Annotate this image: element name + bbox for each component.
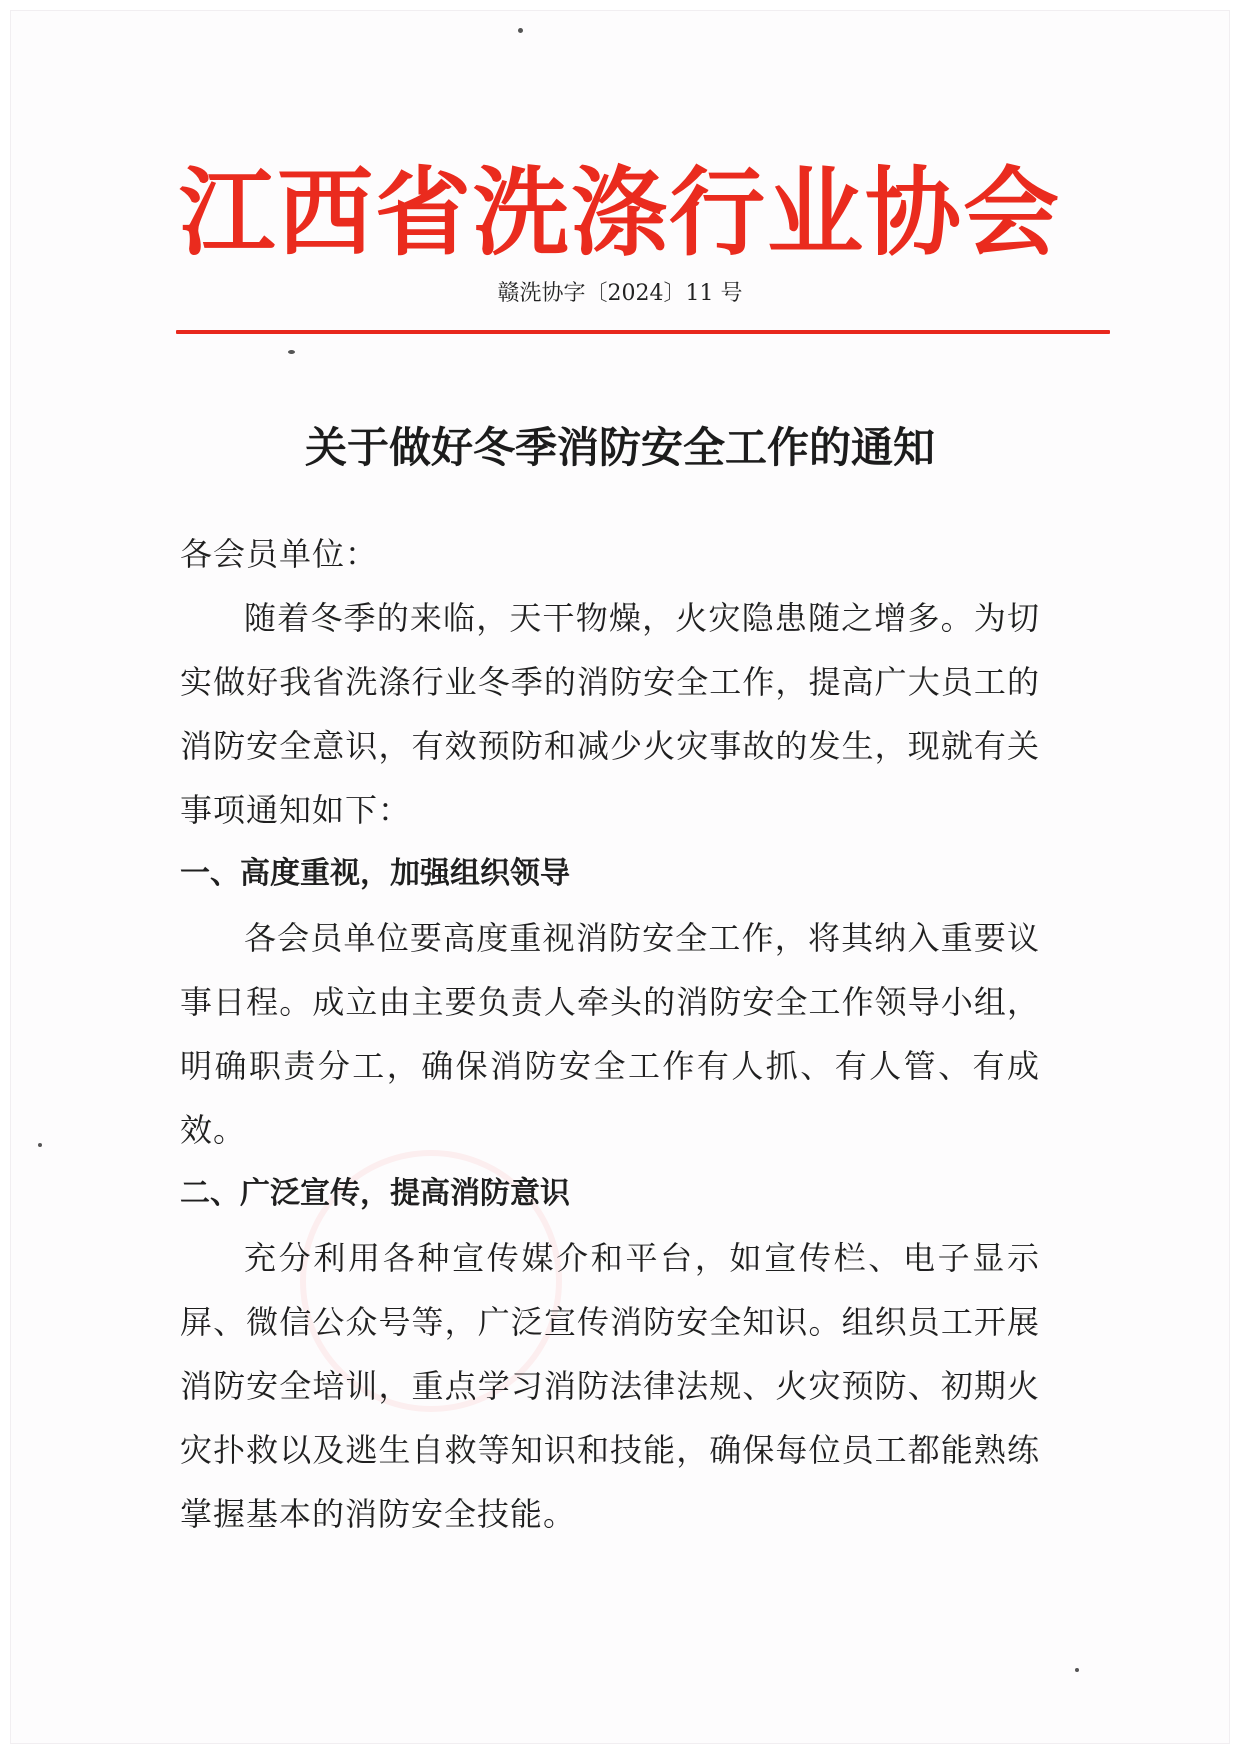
salutation: 各会员单位： — [180, 535, 379, 573]
notice-title: 关于做好冬季消防安全工作的通知 — [304, 423, 935, 472]
section-heading-2: 二、广泛宣传，提高消防意识 — [180, 1176, 570, 1211]
section-heading-1: 一、高度重视，加强组织领导 — [180, 856, 570, 891]
intro-paragraph: 随着冬季的来临，天干物燥，火灾隐患随之增多。为切实做好我省洗涤行业冬季的消防安全工作，提高广大员工的消防安全意识，有效预防和减少火灾事故的发生，现就有关事项通知如下： — [180, 599, 1040, 829]
scan-speck — [38, 1143, 42, 1147]
document-number: 赣洗协字〔2024〕11 号 — [497, 281, 743, 306]
scan-speck — [1075, 1668, 1079, 1672]
section-paragraph-1: 各会员单位要高度重视消防安全工作，将其纳入重要议事日程。成立由主要负责人牵头的消防安全工作领导小组，明确职责分工，确保消防安全工作有人抓、有人管、有成效。 — [180, 919, 1040, 1149]
scan-speck — [288, 350, 295, 354]
section-paragraph-2: 充分利用各种宣传媒介和平台，如宣传栏、电子显示屏、微信公众号等，广泛宣传消防安全知识。组织员工开展消防安全培训，重点学习消防法律法规、火灾预防、初期火灾扑救以及逃生自救等知识和技能，确保每位员工都能熟练掌握基本的消防安全技能。 — [180, 1239, 1040, 1533]
notice-body — [180, 522, 1040, 1546]
scan-speck — [518, 28, 523, 33]
organization-title: 江西省洗涤行业协会 — [179, 157, 1061, 269]
header-red-rule — [176, 330, 1110, 334]
